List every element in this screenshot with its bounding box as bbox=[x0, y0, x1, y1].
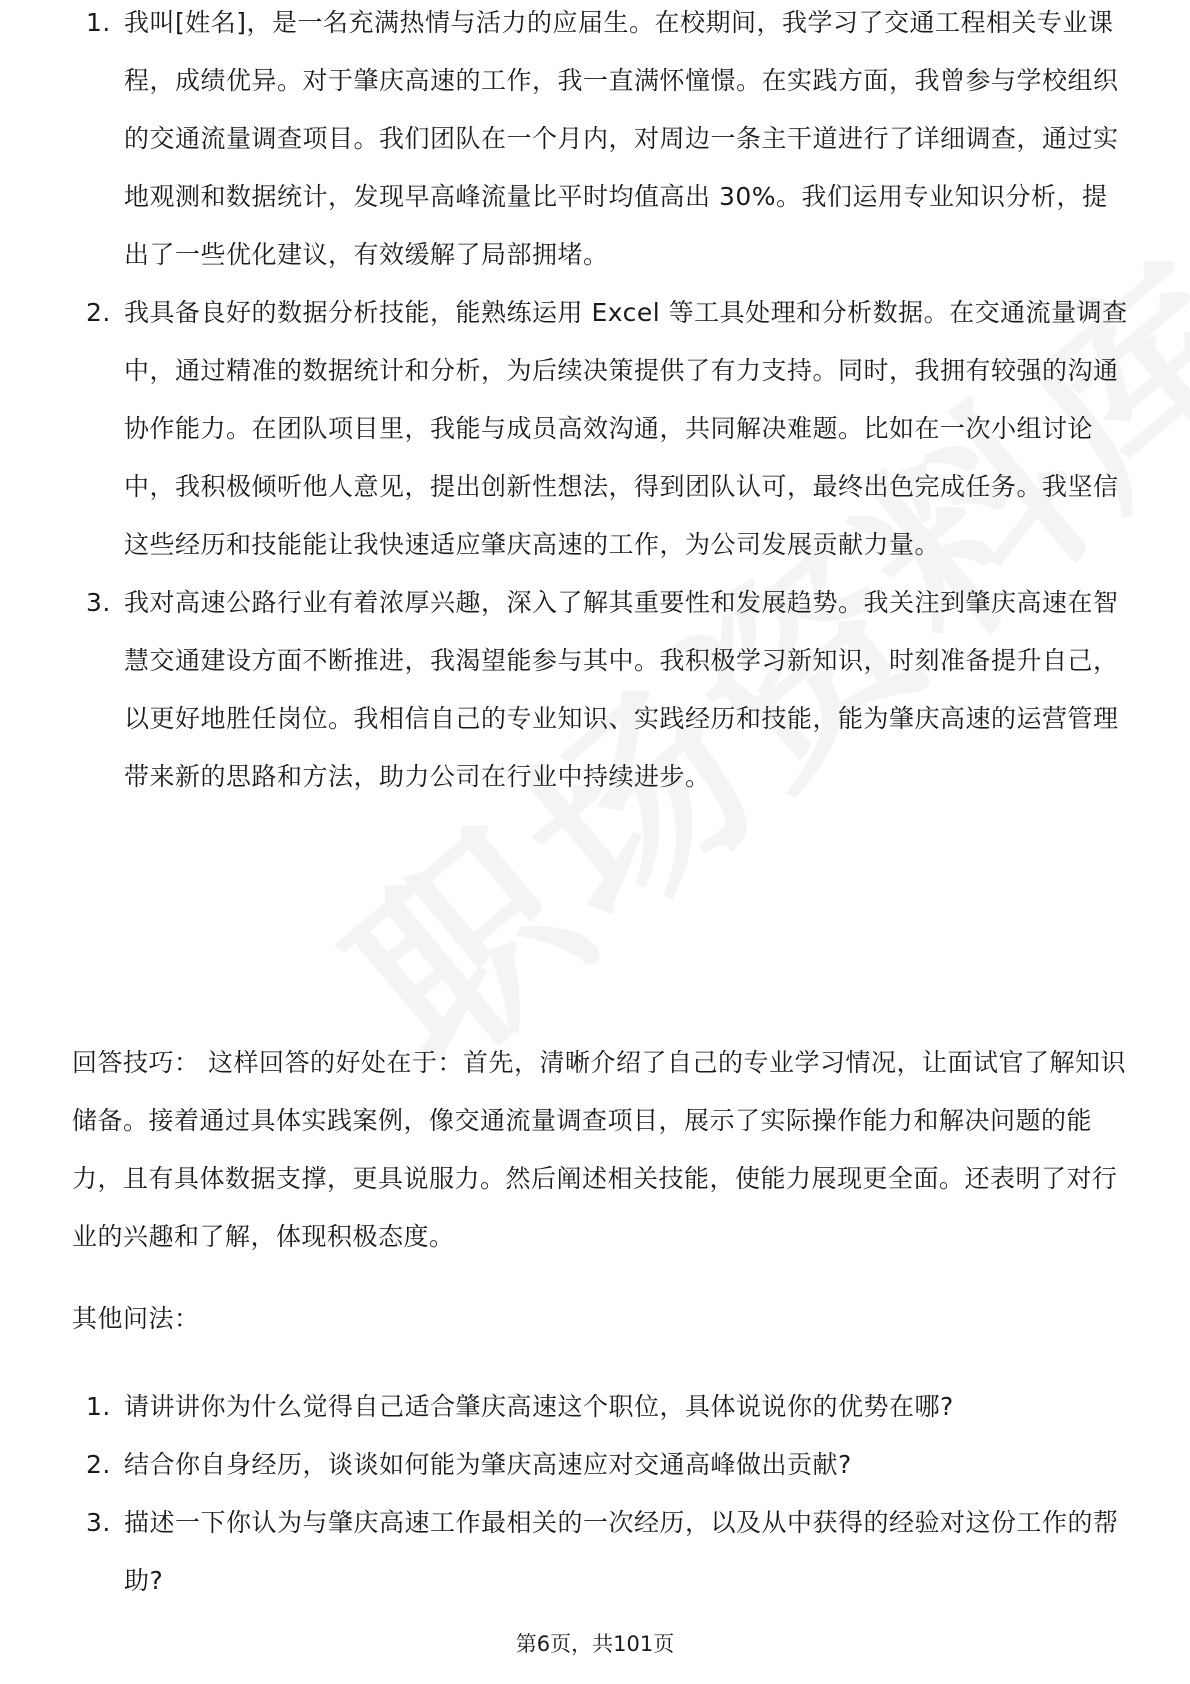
answer-tips-paragraph: 回答技巧： 这样回答的好处在于：首先，清晰介绍了自己的专业学习情况，让面试官了解知识储备。接着通过具体实践案例，像交通流量调查项目，展示了实际操作能力和解决问题的能力，且有具体数据支撑，更具说服力。然后阐述相关技能，使能力展现更全面。还表明了对行业的兴趣和了解，体现积极态度。 bbox=[72, 1048, 1126, 1251]
answer-list bbox=[72, 0, 1132, 806]
list-number: 1. bbox=[86, 8, 111, 37]
list-number: 1. bbox=[86, 1392, 111, 1421]
page-number-footer: 第6页，共101页 bbox=[515, 1632, 675, 1656]
list-item bbox=[72, 284, 1132, 574]
list-item-text: 我对高速公路行业有着浓厚兴趣，深入了解其重要性和发展趋势。我关注到肇庆高速在智慧交通建设方面不断推进，我渴望能参与其中。我积极学习新知识，时刻准备提升自己，以更好地胜任岗位。我相信自己的专业知识、实践经历和技能，能为肇庆高速的运营管理带来新的思路和方法，助力公司在行业中持续进步。 bbox=[124, 588, 1119, 791]
list-number: 3. bbox=[86, 1508, 111, 1537]
other-questions-heading: 其他问法： bbox=[72, 1304, 200, 1333]
list-item-text: 我叫[姓名]，是一名充满热情与活力的应届生。在校期间，我学习了交通工程相关专业课程，成绩优异。对于肇庆高速的工作，我一直满怀憧憬。在实践方面，我曾参与学校组织的交通流量调查项目。我们团队在一个月内，对周边一条主干道进行了详细调查，通过实地观测和数据统计，发现早高峰流量比平时均值高出 30%。我们运用专业知识分析，提出了一些优化建议，有效缓解了局部拥堵。 bbox=[124, 8, 1119, 269]
list-item-text: 结合你自身经历，谈谈如何能为肇庆高速应对交通高峰做出贡献? bbox=[124, 1450, 852, 1479]
list-item bbox=[72, 1378, 1132, 1436]
list-item bbox=[72, 574, 1132, 806]
list-item bbox=[72, 0, 1132, 284]
list-item bbox=[72, 1494, 1132, 1610]
list-item-text: 请讲讲你为什么觉得自己适合肇庆高速这个职位，具体说说你的优势在哪? bbox=[124, 1392, 954, 1421]
list-number: 3. bbox=[86, 588, 111, 617]
list-number: 2. bbox=[86, 1450, 111, 1479]
list-number: 2. bbox=[86, 298, 111, 327]
list-item-text: 我具备良好的数据分析技能，能熟练运用 Excel 等工具处理和分析数据。在交通流量调查中，通过精准的数据统计和分析，为后续决策提供了有力支持。同时，我拥有较强的沟通协作能力。在团队项目里，我能与成员高效沟通，共同解决难题。比如在一次小组讨论中，我积极倾听他人意见，提出创新性想法，得到团队认可，最终出色完成任务。我坚信这些经历和技能能让我快速适应肇庆高速的工作，为公司发展贡献力量。 bbox=[124, 298, 1128, 559]
other-questions-list bbox=[72, 1378, 1132, 1610]
list-item bbox=[72, 1436, 1132, 1494]
list-item-text: 描述一下你认为与肇庆高速工作最相关的一次经历，以及从中获得的经验对这份工作的帮助? bbox=[124, 1508, 1119, 1595]
